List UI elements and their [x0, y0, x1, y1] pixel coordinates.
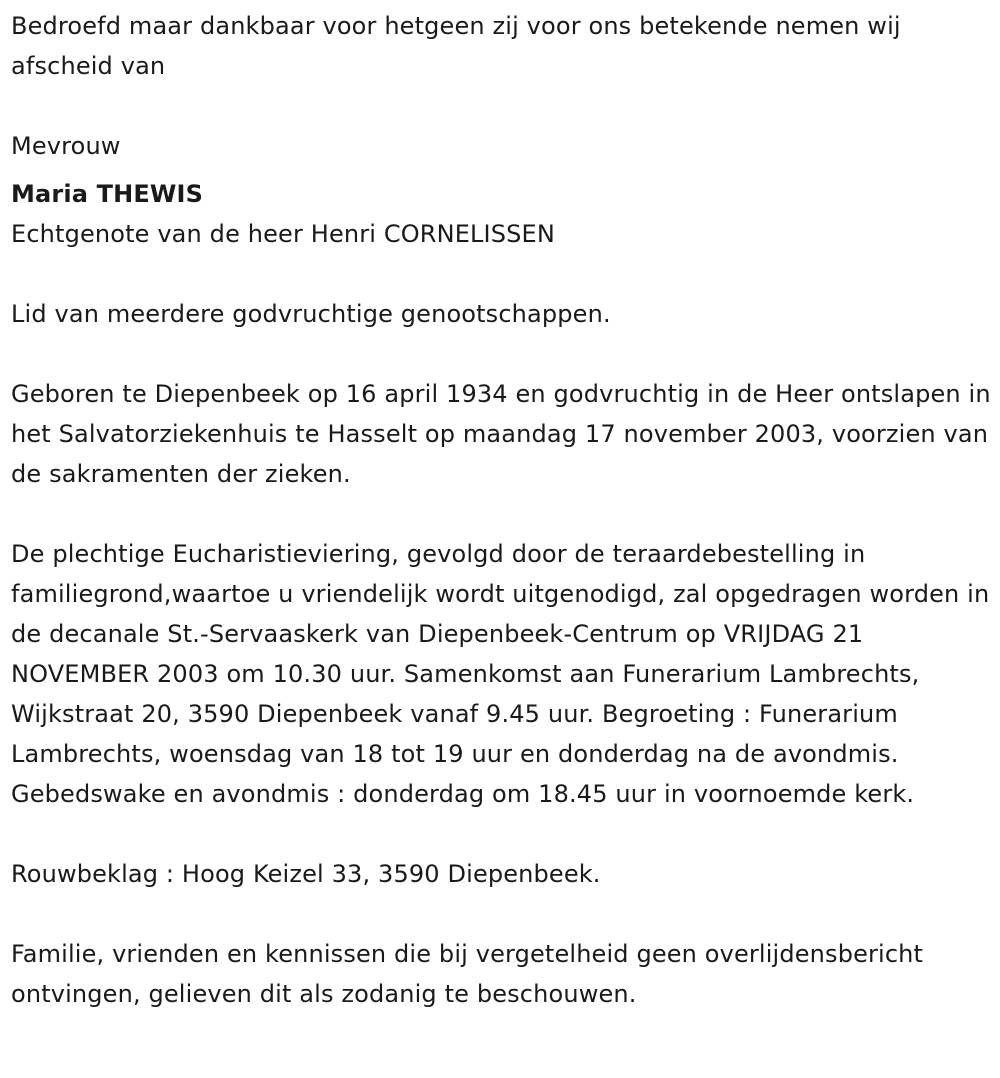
closing-paragraph: Familie, vrienden en kennissen die bij vergetelheid geen overlijdensbericht ontvingen, gelieven dit als zodanig te beschouwen.	[11, 940, 924, 1008]
ceremony-paragraph: De plechtige Eucharistieviering, gevolgd door de teraardebestelling in familiegrond,waartoe u vriendelijk wordt uitgenodigd, zal opgedragen worden in de decanale St.-Servaaskerk van Diepenbeek-Centrum op VRIJDAG 21 NOVEMBER 2003 om 10.30 uur. Samenkomst aan Funerarium Lambrechts, Wijkstraat 20, 3590 Diepenbeek vanaf 9.45 uur. Begroeting : Funerarium Lambrechts, woensdag van 18 tot 19 uur en donderdag na de avondmis. Gebedswake en avondmis : donderdag om 18.45 uur in voornoemde kerk.	[11, 540, 990, 808]
spouse-line: Echtgenote van de heer Henri CORNELISSEN	[11, 220, 555, 248]
spacer	[11, 334, 993, 374]
spacer	[11, 894, 993, 934]
obituary-notice	[11, 6, 993, 1014]
condolence-address: Rouwbeklag : Hoog Keizel 33, 3590 Diepenbeek.	[11, 860, 601, 888]
birth-death-paragraph: Geboren te Diepenbeek op 16 april 1934 en godvruchtig in de Heer ontslapen in het Salvatorziekenhuis te Hasselt op maandag 17 november 2003, voorzien van de sakramenten der zieken.	[11, 380, 991, 488]
spacer	[11, 86, 993, 126]
spacer	[11, 814, 993, 854]
opening-text: Bedroefd maar dankbaar voor hetgeen zij voor ons betekende nemen wij afscheid van	[11, 12, 901, 80]
honorific-title: Mevrouw	[11, 132, 121, 160]
spacer	[11, 494, 993, 534]
membership-text: Lid van meerdere godvruchtige genootschappen.	[11, 300, 611, 328]
spacer	[11, 254, 993, 294]
deceased-name: Maria THEWIS	[11, 180, 204, 208]
